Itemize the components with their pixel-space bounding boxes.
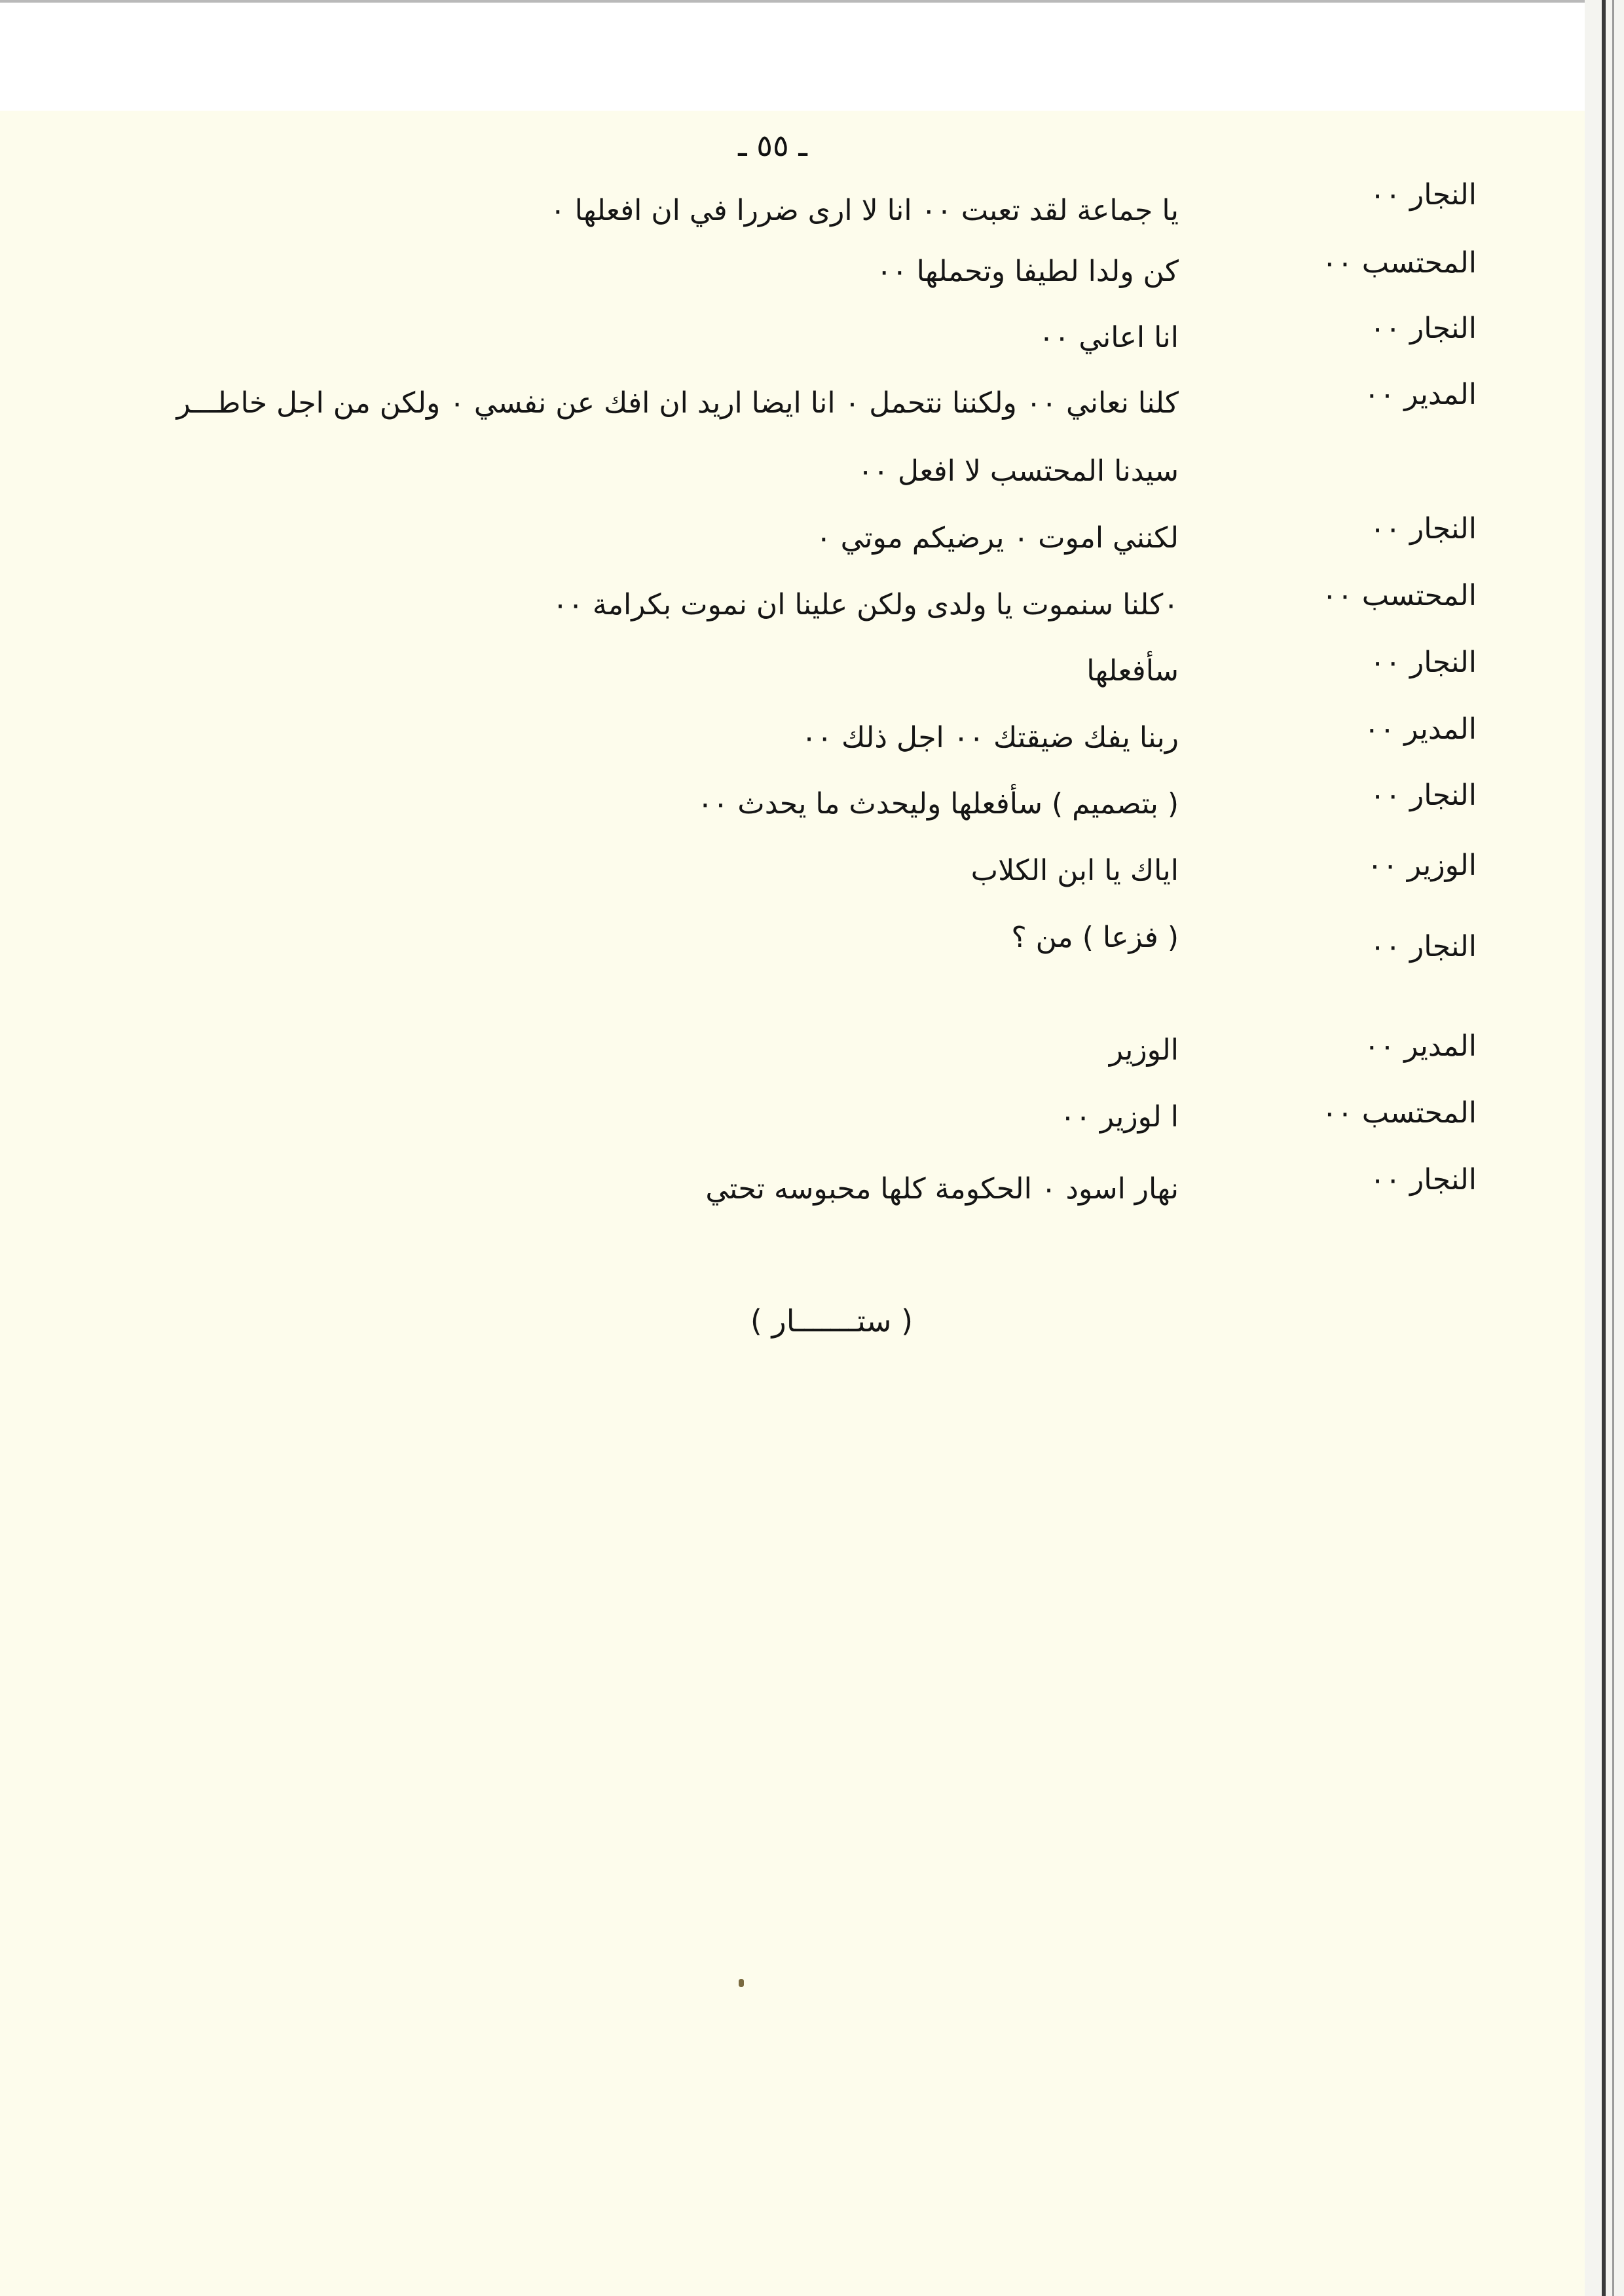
speaker-name: المحتسب ٠٠	[1321, 1096, 1477, 1130]
speaker-name: النجار ٠٠	[1369, 930, 1477, 963]
scan-edge-line	[1612, 0, 1614, 2296]
paper-speck	[739, 1979, 744, 1987]
dialogue-line: ا لوزير ٠٠	[1060, 1100, 1179, 1134]
dialogue-line: سيدنا المحتسب لا افعل ٠٠	[857, 454, 1179, 488]
dialogue-line: اياك يا ابن الكلاب	[970, 854, 1179, 887]
scan-top-margin	[0, 0, 1585, 111]
speaker-name: المدير ٠٠	[1364, 713, 1477, 746]
dialogue-line: ( بتصميم ) سأفعلها وليحدث ما يحدث ٠٠	[697, 787, 1179, 821]
page-number: ـ ٥٥ ـ	[738, 128, 807, 163]
speaker-name: النجار ٠٠	[1369, 1163, 1477, 1196]
dialogue-line: كن ولدا لطيفا وتحملها ٠٠	[876, 255, 1179, 288]
speaker-name: المحتسب ٠٠	[1321, 246, 1477, 280]
speaker-name: المحتسب ٠٠	[1321, 579, 1477, 612]
dialogue-line: ربنا يفك ضيقتك ٠٠ اجل ذلك ٠٠	[801, 721, 1179, 754]
scan-edge-line	[1602, 0, 1606, 2296]
speaker-name: النجار ٠٠	[1369, 512, 1477, 546]
dialogue-line: نهار اسود ٠ الحكومة كلها محبوسه تحتي	[705, 1172, 1179, 1206]
speaker-name: النجار ٠٠	[1369, 779, 1477, 812]
speaker-name: النجار ٠٠	[1369, 312, 1477, 345]
speaker-name: النجار ٠٠	[1369, 646, 1477, 679]
curtain-direction: ( ستـــــــار )	[750, 1303, 913, 1339]
speaker-name: المدير ٠٠	[1364, 1029, 1477, 1063]
dialogue-line: كلنا نعاني ٠٠ ولكننا نتحمل ٠ انا ايضا اريد ان افك عن نفسي ٠ ولكن من اجل خاطـــر	[176, 386, 1179, 420]
dialogue-line: لكنني اموت ٠ يرضيكم موتي ٠	[815, 521, 1179, 555]
speaker-name: النجار ٠٠	[1369, 178, 1477, 212]
dialogue-line: الوزير	[1109, 1033, 1179, 1067]
dialogue-line: سأفعلها	[1086, 654, 1179, 688]
dialogue-line: انا اعاني ٠٠	[1039, 321, 1179, 354]
speaker-name: المدير ٠٠	[1364, 378, 1477, 411]
speaker-name: الوزير ٠٠	[1367, 849, 1477, 882]
dialogue-line: ( فزعا ) من ؟	[1011, 921, 1179, 954]
dialogue-line: يا جماعة لقد تعبت ٠٠ انا لا ارى ضررا في ان افعلها ٠	[550, 194, 1179, 227]
dialogue-line: ٠كلنا سنموت يا ولدى ولكن علينا ان نموت بكرامة ٠٠	[552, 588, 1179, 621]
